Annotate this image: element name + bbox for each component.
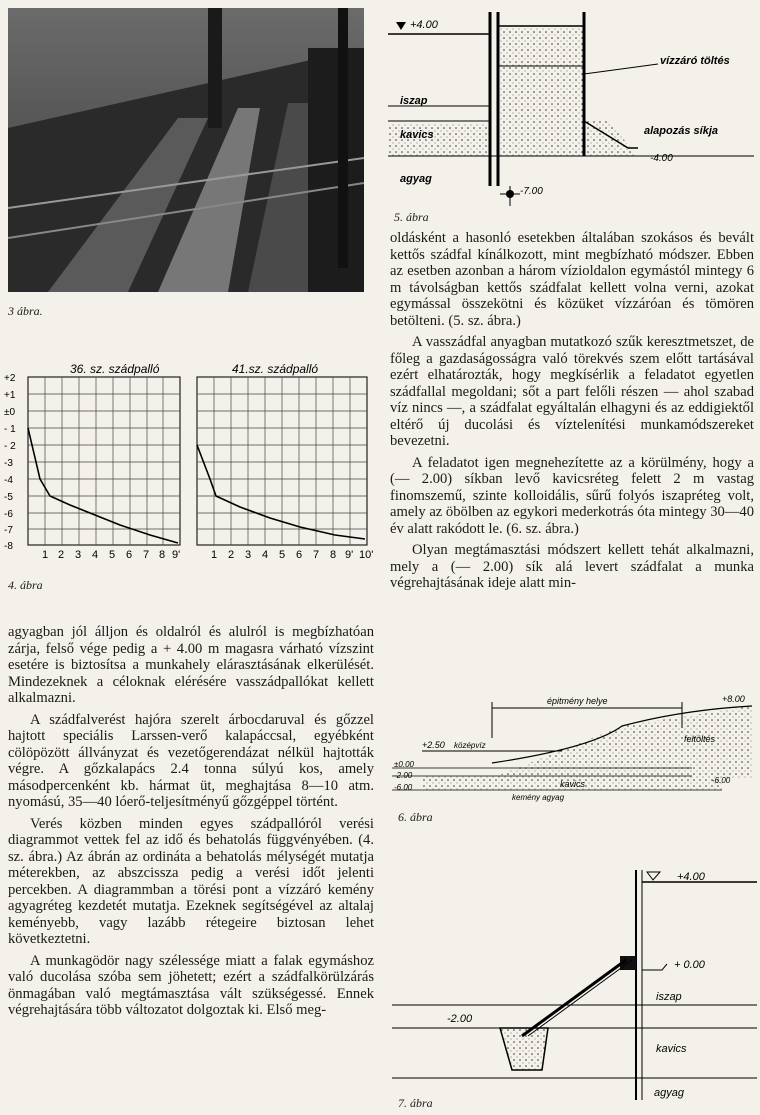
fig4-rxtick-10: 10' — [359, 549, 374, 561]
fig4-x-ticks-left — [42, 549, 180, 561]
fig6-pm0-label: ±0.00 — [394, 760, 414, 769]
fig7-zero-label: + 0.00 — [674, 959, 705, 971]
fig4-xtick-1: 1 — [42, 549, 49, 561]
fig5-minus7-label: -7.00 — [520, 186, 543, 197]
fig4-xtick-2: 2 — [58, 549, 65, 561]
fig4-rxtick-2: 2 — [228, 549, 235, 561]
fig4-ytick-7: -5 — [4, 492, 13, 503]
fig6-kemeny-label: kemény agyag — [512, 793, 565, 802]
fig4-x-ticks-right — [211, 549, 373, 561]
fig5-top-label: +4.00 — [410, 19, 438, 31]
fig3-photo — [8, 8, 364, 292]
left-paragraph: agyagban jól álljon és oldalról és alulról is megbízhatóan zárja, felső vége pedig a + 4.00 m magasra várható vízszint esetére is biztosítsa a munkahely elárasztásának elkerülését. Mindezeknek a céloknak elérésére vasszádpallókat kellett alkalmazni. — [8, 624, 374, 706]
fig4-y-ticks — [4, 373, 16, 552]
fig7-agyag-label: agyag — [654, 1087, 684, 1099]
fig4-ytick-5: -3 — [4, 458, 13, 469]
fig7-caption: 7. ábra — [398, 1096, 433, 1110]
left-paragraph: Verés közben minden egyes szádpallóról verési diagrammot vettek fel az idő és behatolás függvényében. (4. sz. ábra.) Az ábrán az ordináta a behatolás mélységét mutatja méterekben, az abszcissza pedig a verési időt jelenti percekben. A diagrammban a törési pont a vízzáró kemény agyagréteg kezdetét mutatja. Ezeknek segítségével az altalaj keményebb, vagy lazább rétegeire biztosan lehet következtetni. — [8, 815, 374, 947]
fig4-ytick-3: - 1 — [4, 424, 16, 435]
fig4-chart — [0, 355, 385, 570]
fig4-caption: 4. ábra — [8, 578, 43, 592]
fig7-anchor-block — [500, 1028, 548, 1070]
right-paragraph: Olyan megtámasztási módszert kellett tehát alkalmazni, mely a (— 2.00) sík alá levert szádfalat a munka végrehajtásának ideje alatt min- — [390, 542, 754, 591]
fig4-ytick-9: -7 — [4, 525, 13, 536]
fig5-kavics-label: kavics — [400, 129, 434, 141]
fig4-rxtick-7: 7 — [313, 549, 320, 561]
fig5-alapozas-label: alapozás síkja — [644, 125, 718, 137]
fig4-ytick-2: ±0 — [4, 407, 16, 418]
fig6-diagram — [392, 688, 757, 808]
fig4-ytick-6: -4 — [4, 475, 13, 486]
fig6-kavics-label: kavics — [560, 779, 586, 789]
fig6-kozepviz-label: középvíz — [454, 741, 486, 750]
fig6-caption: 6. ábra — [398, 810, 433, 824]
fig4-xtick-3: 3 — [75, 549, 82, 561]
fig7-iszap-label: iszap — [656, 991, 682, 1003]
fig4-xtick-7: 7 — [143, 549, 150, 561]
fig4-title-left: 36. sz. szádpalló — [70, 362, 160, 376]
fig4-right-curve — [197, 445, 365, 539]
right-paragraph: A vasszádfal anyagban mutatkozó szűk keresztmetszet, de főleg a gazdaságosságra való törekvés szem előtt tartásával ezért elhatározták, hogy megkísérlik a feladatot egyetlen szádfallal megoldani; sőt a part felőli részen — ahol szabad víz nincs —, a szádfalat egyáltalán elhagyni és az eddigiektől eltérő új ducolási és víztelenítési munkamódszereket bevezetni. — [390, 334, 754, 449]
fig4-title-right: 41.sz. szádpalló — [232, 362, 319, 376]
right-paragraph: oldásként a hasonló esetekben általában szokásos és bevált kettős szádfal kínálkozott, mint megbízható módszer. Ebben az esetben azonban a három vízioldalon egymástól mintegy 6 m távolságban kettős szádfalat kellett volna verni, azokat egymással összekötni és közüket vízzáróan és tömören betölteni. (5. sz. ábra.) — [390, 230, 754, 329]
fig4-ytick-10: -8 — [4, 541, 13, 552]
fig4-xtick-6: 6 — [126, 549, 133, 561]
fig6-plus8-label: +8.00 — [722, 694, 745, 704]
left-text-column — [8, 624, 374, 1019]
fig4-rxtick-9: 9' — [345, 549, 354, 561]
fig5-vizzaro-label: vízzáró töltés — [660, 55, 730, 67]
left-paragraph: A munkagödör nagy szélessége miatt a falak egymáshoz való ducolása szóba sem jöhetett; ezért a szádfalkörülzárás önmagában való megtámasztása vált szükségessé. Ennek végrehajtására több változatot dolgoztak ki. Első meg- — [8, 952, 374, 1018]
fig4-rxtick-6: 6 — [296, 549, 303, 561]
fig4-xtick-5: 5 — [109, 549, 116, 561]
fig4-right-grid — [197, 377, 367, 545]
fig4-ytick-4: - 2 — [4, 441, 16, 452]
fig6-m200-label: -2.00 — [394, 771, 413, 780]
fig4-rxtick-8: 8 — [330, 549, 337, 561]
fig4-rxtick-5: 5 — [279, 549, 286, 561]
fig5-iszap-label: iszap — [400, 95, 428, 107]
fig3-photo-art — [8, 8, 364, 292]
fig5-diagram — [388, 6, 754, 211]
fig7-m200-label: -2.00 — [447, 1013, 473, 1025]
fig4-xtick-9: 9' — [172, 549, 181, 561]
fig7-top-label: +4.00 — [677, 871, 705, 883]
fig4-xtick-8: 8 — [159, 549, 166, 561]
fig7-diagram — [392, 860, 757, 1110]
fig6-feltoltes-label: feltöltés — [684, 734, 716, 744]
fig6-m600b-label: -6.00 — [712, 776, 731, 785]
right-text-column — [390, 230, 754, 592]
fig5-agyag-label: agyag — [400, 173, 432, 185]
fig4-rxtick-3: 3 — [245, 549, 252, 561]
fig5-minus4-label: -4.00 — [650, 153, 673, 164]
fig7-kavics-label: kavics — [656, 1043, 687, 1055]
fig4-rxtick-1: 1 — [211, 549, 218, 561]
right-paragraph: A feladatot igen megnehezítette az a körülmény, hogy a (— 2.00) síkban levő kavicsréteg felett 2 m vastag finomszemű, szinte kolloidális, sűrű folyós iszapréteg volt, amely az öbölben az egykori mederkotrás óta mintegy 30—40 év alatt rakódott le. (6. sz. ábra.) — [390, 454, 754, 537]
fig4-ytick-8: -6 — [4, 509, 13, 520]
fig4-left-grid — [28, 377, 180, 545]
fig6-plus250-label: +2.50 — [422, 740, 445, 750]
fig4-xtick-4: 4 — [92, 549, 99, 561]
fig4-ytick-1: +1 — [4, 390, 16, 401]
fig4-rxtick-4: 4 — [262, 549, 269, 561]
fig3-caption: 3 ábra. — [8, 304, 43, 318]
left-paragraph: A szádfalverést hajóra szerelt árbocdaruval és gőzzel hajtott speciális Larssen-verő kalapáccsal, egyébként cölöpözött állványzat és vezetőgerendázat nélkül hajtották végre. A gőzkalapács 2.4 tonna súlyú kos, amely másodpercenként kb. hármat üt, meghajtása 8—10 atm. nyomású, 35—40 lóerő-teljesítményű gőzgéppel történt. — [8, 711, 374, 810]
fig4-ytick-0: +2 — [4, 373, 16, 384]
fig6-epitmeny-label: épitmény helye — [547, 696, 608, 706]
fig5-caption: 5. ábra — [394, 210, 429, 224]
fig6-m600a-label: -6.00 — [394, 783, 413, 792]
